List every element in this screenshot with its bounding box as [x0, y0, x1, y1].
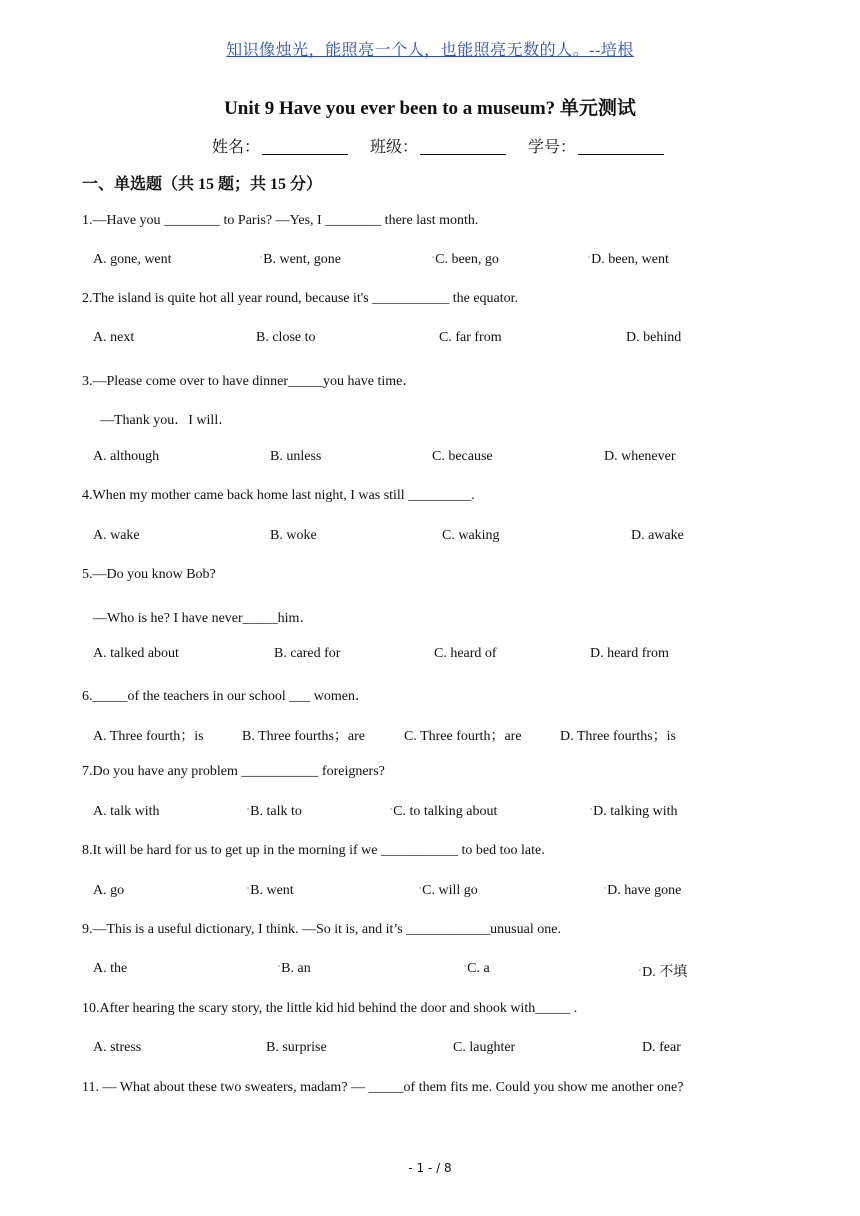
- page-title: Unit 9 Have you ever been to a museum? 单元测试: [224, 98, 636, 119]
- q2-option-c: C. far from: [439, 330, 502, 345]
- q3-option-d: D. whenever: [604, 449, 676, 464]
- q6-option-d: D. Three fourths；is: [560, 729, 676, 744]
- option-marker-icon: ▫: [247, 886, 250, 892]
- q3-option-c: C. because: [432, 449, 493, 464]
- q7-option-d: ▫D. talking with: [590, 804, 678, 819]
- q10-option-a: A. stress: [93, 1040, 142, 1055]
- q8-option-d: ▫D. have gone: [604, 883, 682, 898]
- q6-option-b: B. Three fourths；are: [242, 729, 365, 744]
- q4-option-d: D. awake: [631, 528, 684, 543]
- question-5-reply: —Who is he? I have never_____him．: [93, 611, 314, 626]
- option-marker-icon: ▫: [432, 255, 435, 261]
- question-4: 4.When my mother came back home last night, I was still _________.: [82, 488, 475, 503]
- q9-option-d: ▫D. 不填: [639, 965, 688, 980]
- q4-option-b: B. woke: [270, 528, 317, 543]
- q1-option-a: A. gone, went: [93, 252, 172, 267]
- question-2: 2.The island is quite hot all year round, because it's ___________ the equator.: [82, 291, 519, 306]
- question-9: 9.—This is a useful dictionary, I think. —So it is, and it’s ____________unusual one.: [82, 922, 561, 937]
- q1-option-c: ▫C. been, go: [432, 252, 499, 267]
- q7-option-b: ▫B. talk to: [247, 804, 302, 819]
- option-marker-icon: ▫: [464, 964, 467, 970]
- q3-option-a: A. although: [93, 449, 160, 464]
- q4-option-a: A. wake: [93, 528, 140, 543]
- q7-option-a: A. talk with: [93, 804, 160, 819]
- q9-option-a: A. the: [93, 961, 128, 976]
- q8-option-c: ▫C. will go: [419, 883, 478, 898]
- option-marker-icon: ▫: [588, 255, 591, 261]
- option-marker-icon: ▫: [419, 886, 422, 892]
- q1-option-b: ▫B. went, gone: [260, 252, 341, 267]
- q2-option-d: D. behind: [626, 330, 682, 345]
- option-marker-icon: ▫: [260, 255, 263, 261]
- option-marker-icon: ▫: [639, 968, 642, 974]
- q10-option-c: C. laughter: [453, 1040, 516, 1055]
- q9-option-b: ▫B. an: [278, 961, 311, 976]
- q8-option-b: ▫B. went: [247, 883, 294, 898]
- q10-option-b: B. surprise: [266, 1040, 327, 1055]
- q8-option-a: A. go: [93, 883, 125, 898]
- question-1: 1.—Have you ________ to Paris? —Yes, I ________ there last month.: [82, 213, 479, 228]
- page-indicator: - 1 - / 8: [408, 1161, 452, 1175]
- q4-option-c: C. waking: [442, 528, 500, 543]
- q5-option-c: C. heard of: [434, 646, 497, 661]
- q6-option-c: C. Three fourth；are: [404, 729, 522, 744]
- question-3-reply: —Thank you．I will．: [100, 413, 233, 428]
- option-marker-icon: ▫: [390, 807, 393, 813]
- q5-option-a: A. talked about: [93, 646, 179, 661]
- question-7: 7.Do you have any problem ___________ foreigners?: [82, 764, 385, 779]
- class-label: 班级：: [369, 139, 418, 156]
- question-6: 6._____of the teachers in our school ___ women．: [82, 689, 369, 704]
- option-marker-icon: ▫: [604, 886, 607, 892]
- question-10: 10.After hearing the scary story, the little kid hid behind the door and shook with_____ .: [82, 1001, 578, 1016]
- q2-option-b: B. close to: [256, 330, 316, 345]
- section-title: 一、单选题（共 15 题；共 15 分）: [82, 176, 323, 193]
- option-marker-icon: ▫: [590, 807, 593, 813]
- q5-option-d: D. heard from: [590, 646, 669, 661]
- q6-option-a: A. Three fourth；is: [93, 729, 204, 744]
- question-8: 8.It will be hard for us to get up in the morning if we ___________ to bed too late.: [82, 843, 545, 858]
- q10-option-d: D. fear: [642, 1040, 681, 1055]
- name-blank: [262, 140, 348, 155]
- q2-option-a: A. next: [93, 330, 135, 345]
- option-marker-icon: ▫: [247, 807, 250, 813]
- q5-option-b: B. cared for: [274, 646, 341, 661]
- header-motto: 知识像烛光，能照亮一个人，也能照亮无数的人。--培根: [226, 42, 634, 59]
- student-id-blank: [578, 140, 664, 155]
- question-11: 11. — What about these two sweaters, madam? — _____of them fits me. Could you show me another one?: [82, 1080, 684, 1095]
- question-3: 3.—Please come over to have dinner_____you have time．: [82, 374, 417, 389]
- class-blank: [420, 140, 506, 155]
- q1-option-d: ▫D. been, went: [588, 252, 669, 267]
- option-marker-icon: ▫: [278, 964, 281, 970]
- q7-option-c: ▫C. to talking about: [390, 804, 498, 819]
- student-id-label: 学号：: [528, 139, 577, 156]
- q9-option-c: ▫C. a: [464, 961, 490, 976]
- q3-option-b: B. unless: [270, 449, 322, 464]
- question-5: 5.—Do you know Bob?: [82, 567, 216, 582]
- name-label: 姓名：: [211, 139, 260, 156]
- student-info-fields: [0, 134, 860, 157]
